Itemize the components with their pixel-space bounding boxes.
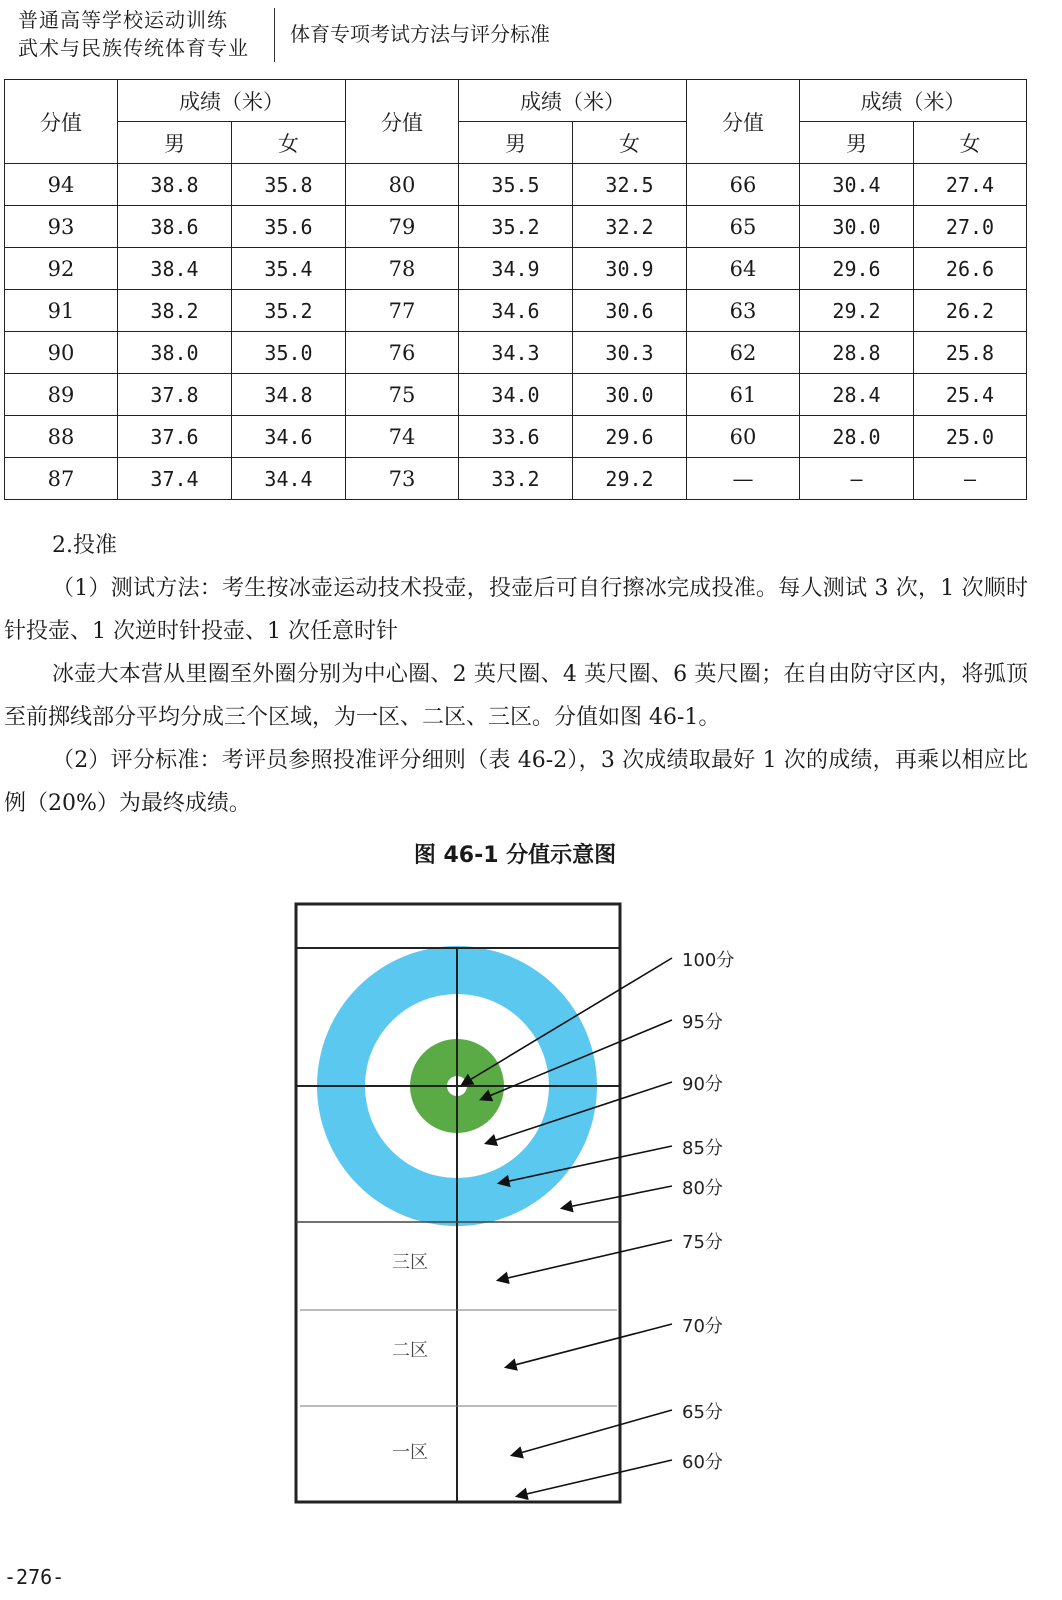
cell-male: 34.0 bbox=[459, 374, 573, 416]
header-male: 男 bbox=[118, 122, 232, 164]
cell-female: 32.5 bbox=[573, 164, 687, 206]
cell-female: 25.8 bbox=[914, 332, 1027, 374]
cell-female: 35.8 bbox=[232, 164, 346, 206]
cell-male: 38.4 bbox=[118, 248, 232, 290]
cell-score: 63 bbox=[687, 290, 800, 332]
cell-score: 65 bbox=[687, 206, 800, 248]
header-male: 男 bbox=[459, 122, 573, 164]
score-labels bbox=[682, 950, 734, 1473]
section-body bbox=[4, 524, 1028, 825]
header-female: 女 bbox=[573, 122, 687, 164]
cell-male: 34.9 bbox=[459, 248, 573, 290]
score-label: 90分 bbox=[682, 1074, 723, 1095]
table-row bbox=[5, 458, 1027, 500]
header-result: 成绩（米） bbox=[800, 80, 1027, 122]
score-table bbox=[4, 79, 1027, 500]
cell-female: 32.2 bbox=[573, 206, 687, 248]
cell-male: 33.6 bbox=[459, 416, 573, 458]
cell-female: 27.0 bbox=[914, 206, 1027, 248]
cell-male: 35.5 bbox=[459, 164, 573, 206]
cell-male: 38.0 bbox=[118, 332, 232, 374]
cell-female: 35.2 bbox=[232, 290, 346, 332]
header-separator bbox=[274, 8, 275, 62]
header-female: 女 bbox=[232, 122, 346, 164]
cell-female: 26.6 bbox=[914, 248, 1027, 290]
cell-female: 34.8 bbox=[232, 374, 346, 416]
cell-male: 29.6 bbox=[800, 248, 914, 290]
zone-label: 一区 bbox=[392, 1442, 428, 1463]
cell-male: 35.2 bbox=[459, 206, 573, 248]
score-label: 60分 bbox=[682, 1452, 723, 1473]
cell-score: 66 bbox=[687, 164, 800, 206]
table-row bbox=[5, 206, 1027, 248]
cell-male: 34.6 bbox=[459, 290, 573, 332]
table-row bbox=[5, 374, 1027, 416]
cell-score: 74 bbox=[346, 416, 459, 458]
zone-label: 二区 bbox=[392, 1340, 428, 1361]
page-number: -276- bbox=[4, 1565, 65, 1589]
header-result: 成绩（米） bbox=[118, 80, 346, 122]
header-result: 成绩（米） bbox=[459, 80, 687, 122]
score-label: 85分 bbox=[682, 1138, 723, 1159]
cell-male: 38.6 bbox=[118, 206, 232, 248]
cell-female: 34.6 bbox=[232, 416, 346, 458]
cell-male: 30.0 bbox=[800, 206, 914, 248]
cell-score: 77 bbox=[346, 290, 459, 332]
table-row bbox=[5, 332, 1027, 374]
figure-title: 图 46-1 分值示意图 bbox=[413, 843, 617, 868]
cell-score: 75 bbox=[346, 374, 459, 416]
score-label: 70分 bbox=[682, 1316, 723, 1337]
cell-score: 89 bbox=[5, 374, 118, 416]
cell-score: 78 bbox=[346, 248, 459, 290]
table-row bbox=[5, 416, 1027, 458]
header-score: 分值 bbox=[687, 80, 800, 164]
cell-male: 33.2 bbox=[459, 458, 573, 500]
cell-male: 28.8 bbox=[800, 332, 914, 374]
table-header-row-2 bbox=[5, 122, 1027, 164]
cell-score: 92 bbox=[5, 248, 118, 290]
cell-female: 35.0 bbox=[232, 332, 346, 374]
cell-female: 34.4 bbox=[232, 458, 346, 500]
cell-female: 25.0 bbox=[914, 416, 1027, 458]
header-female: 女 bbox=[914, 122, 1027, 164]
cell-female: 26.2 bbox=[914, 290, 1027, 332]
cell-male: 28.4 bbox=[800, 374, 914, 416]
header-male: 男 bbox=[800, 122, 914, 164]
cell-score: 64 bbox=[687, 248, 800, 290]
zone-label: 三区 bbox=[392, 1252, 428, 1273]
cell-male: 37.4 bbox=[118, 458, 232, 500]
paragraph-house-zones: 冰壶大本营从里圈至外圈分别为中心圈、2 英尺圈、4 英尺圈、6 英尺圈；在自由防守区内，将弧顶至前掷线部分平均分成三个区域，为一区、二区、三区。分值如图 46-1。 bbox=[4, 662, 1028, 730]
cell-score: 73 bbox=[346, 458, 459, 500]
score-label: 95分 bbox=[682, 1012, 723, 1033]
cell-female: 35.4 bbox=[232, 248, 346, 290]
cell-female: 35.6 bbox=[232, 206, 346, 248]
cell-score: 94 bbox=[5, 164, 118, 206]
cell-female: 25.4 bbox=[914, 374, 1027, 416]
cell-male: 28.0 bbox=[800, 416, 914, 458]
header-score: 分值 bbox=[346, 80, 459, 164]
cell-female: 29.2 bbox=[573, 458, 687, 500]
table-row bbox=[5, 290, 1027, 332]
score-label: 80分 bbox=[682, 1178, 723, 1199]
cell-female: 30.9 bbox=[573, 248, 687, 290]
table-row bbox=[5, 248, 1027, 290]
cell-male: 37.8 bbox=[118, 374, 232, 416]
header-score: 分值 bbox=[5, 80, 118, 164]
cell-male: 29.2 bbox=[800, 290, 914, 332]
cell-female: 30.3 bbox=[573, 332, 687, 374]
cell-score: 76 bbox=[346, 332, 459, 374]
paragraph-test-method: （1）测试方法：考生按冰壶运动技术投壶，投壶后可自行擦冰完成投准。每人测试 3 次，1 次顺时针投壶、1 次逆时针投壶、1 次任意时针 bbox=[4, 576, 1028, 644]
header-line-1: 普通高等学校运动训练 bbox=[18, 8, 228, 32]
cell-female: 27.4 bbox=[914, 164, 1027, 206]
section-heading: 2.投准 bbox=[52, 533, 117, 558]
paragraph-scoring: （2）评分标准：考评员参照投准评分细则（表 46-2），3 次成绩取最好 1 次的成绩，再乘以相应比例（20%）为最终成绩。 bbox=[4, 748, 1028, 816]
cell-score: 91 bbox=[5, 290, 118, 332]
score-label: 75分 bbox=[682, 1232, 723, 1253]
cell-score: 60 bbox=[687, 416, 800, 458]
cell-male: — bbox=[800, 458, 914, 500]
cell-score: — bbox=[687, 458, 800, 500]
cell-score: 61 bbox=[687, 374, 800, 416]
cell-score: 88 bbox=[5, 416, 118, 458]
cell-female: 29.6 bbox=[573, 416, 687, 458]
cell-male: 38.2 bbox=[118, 290, 232, 332]
cell-female: 30.0 bbox=[573, 374, 687, 416]
score-table-body bbox=[5, 80, 1027, 500]
score-label: 65分 bbox=[682, 1402, 723, 1423]
curling-sheet bbox=[296, 904, 620, 1502]
header-line-2: 武术与民族传统体育专业 bbox=[18, 36, 249, 60]
score-label: 100分 bbox=[682, 950, 735, 971]
score-diagram bbox=[0, 890, 1062, 1520]
cell-score: 79 bbox=[346, 206, 459, 248]
header-chapter-title: 体育专项考试方法与评分标准 bbox=[290, 22, 550, 46]
header-book-title bbox=[18, 6, 268, 62]
cell-male: 30.4 bbox=[800, 164, 914, 206]
cell-male: 34.3 bbox=[459, 332, 573, 374]
cell-female: 30.6 bbox=[573, 290, 687, 332]
cell-female: — bbox=[914, 458, 1027, 500]
cell-male: 37.6 bbox=[118, 416, 232, 458]
table-row bbox=[5, 164, 1027, 206]
cell-male: 38.8 bbox=[118, 164, 232, 206]
cell-score: 93 bbox=[5, 206, 118, 248]
table-header-row-1 bbox=[5, 80, 1027, 122]
cell-score: 80 bbox=[346, 164, 459, 206]
cell-score: 62 bbox=[687, 332, 800, 374]
cell-score: 90 bbox=[5, 332, 118, 374]
cell-score: 87 bbox=[5, 458, 118, 500]
